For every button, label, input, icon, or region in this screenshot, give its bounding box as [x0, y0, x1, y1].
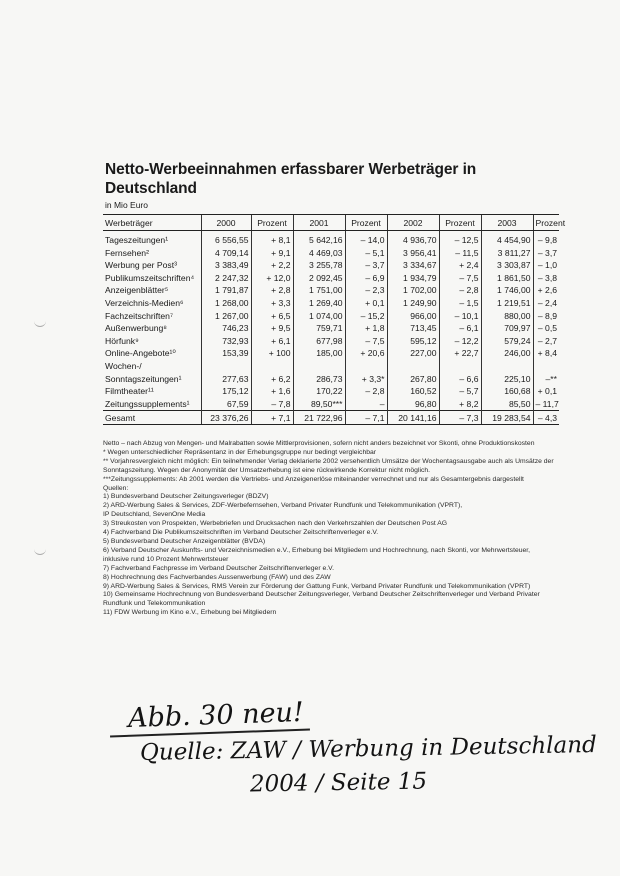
table-cell: 20 141,16: [387, 411, 439, 425]
table-cell: 225,10: [481, 373, 533, 386]
table-cell: 185,00: [293, 347, 345, 360]
margin-mark: [34, 320, 46, 327]
footnote-line: 1) Bundesverband Deutscher Zeitungsverleger (BDZV): [103, 493, 269, 501]
page-title: Netto-Werbeeinnahmen erfassbarer Werbeträger in Deutschland: [105, 161, 477, 197]
table-cell: Fernsehen²: [105, 247, 149, 258]
footnote-line: 5) Bundesverband Deutscher Anzeigenblätter (BVDA): [103, 537, 266, 545]
table-cell: –: [345, 398, 387, 411]
table-cell: + 2,8: [251, 284, 293, 297]
footnote-line: 7) Fachverband Fachpresse im Verband Deutscher Zeitschriftenverleger e.V.: [103, 564, 334, 572]
table-cell: Wochen-/: [105, 360, 142, 371]
table-cell: + 3,3: [251, 297, 293, 310]
table-cell: – 11,7: [533, 398, 559, 411]
table-cell: [439, 360, 481, 373]
column-header: 2001: [293, 215, 345, 231]
table-cell: – 10,1: [439, 310, 481, 323]
table-cell: + 7,1: [251, 411, 293, 425]
footnote-line: IP Deutschland, SevenOne Media: [103, 511, 206, 519]
table-cell: 746,23: [201, 322, 251, 335]
table-row: [103, 231, 559, 247]
unit-label: in Mio Euro: [105, 200, 148, 210]
column-header: Prozent: [533, 215, 559, 231]
table-cell: + 0,1: [533, 385, 559, 398]
table-cell: –**: [533, 373, 559, 386]
table-cell: 277,63: [201, 373, 251, 386]
table-cell: – 2,8: [345, 385, 387, 398]
table-cell: Tageszeitungen¹: [105, 235, 169, 245]
table-cell: – 1,5: [439, 297, 481, 310]
table-cell: Gesamt: [103, 411, 201, 425]
table-cell: + 22,7: [439, 347, 481, 360]
table-cell: 4 454,90: [481, 231, 533, 247]
table-cell: – 12,2: [439, 335, 481, 348]
table-row: [103, 322, 559, 335]
table-cell: 5 642,16: [293, 231, 345, 247]
table-cell: + 2,6: [533, 284, 559, 297]
footnote-line: 9) ARD-Werbung Sales & Services, RMS Verein zur Förderung der Gattung Funk, Verband Privater Rundfunk und Telekommunikation (VPRT): [103, 582, 531, 590]
table-cell: + 3,3*: [345, 373, 387, 386]
footnotes: [103, 440, 555, 618]
table-cell: – 8,9: [533, 310, 559, 323]
table-cell: Publikumszeitschriften⁴: [105, 272, 195, 283]
table-cell: 2 092,45: [293, 272, 345, 285]
table-row: [103, 272, 559, 285]
table-cell: – 4,3: [533, 411, 559, 425]
table-cell: 880,00: [481, 310, 533, 323]
table-cell: – 6,9: [345, 272, 387, 285]
footnote-line: Netto – nach Abzug von Mengen- und Malrabatten sowie Mittlerprovisionen, sofern nicht anders bezeichnet vor Skonti, ohne Produktionskosten: [103, 440, 535, 447]
table-cell: + 6,1: [251, 335, 293, 348]
table-cell: – 7,5: [439, 272, 481, 285]
table-cell: [481, 360, 533, 373]
table-cell: 3 383,49: [201, 259, 251, 272]
table-cell: 3 303,87: [481, 259, 533, 272]
table-cell: – 2,8: [439, 284, 481, 297]
table-cell: 1 268,00: [201, 297, 251, 310]
table-cell: Verzeichnis-Medien⁶: [105, 297, 184, 308]
table-cell: 1 934,79: [387, 272, 439, 285]
table-cell: 1 702,00: [387, 284, 439, 297]
table-cell: + 2,2: [251, 259, 293, 272]
table-cell: – 3,7: [345, 259, 387, 272]
table-cell: 759,71: [293, 322, 345, 335]
table-cell: 67,59: [201, 398, 251, 411]
table-cell: 19 283,54: [481, 411, 533, 425]
footnote-line: 2) ARD-Werbung Sales & Services, ZDF-Werbefernsehen, Verband Privater Rundfunk und Telekommunikation (VPRT),: [103, 502, 463, 510]
table-cell: 267,80: [387, 373, 439, 386]
table-cell: 4 469,03: [293, 247, 345, 260]
table-cell: – 9,8: [533, 231, 559, 247]
table-cell: + 2,4: [439, 259, 481, 272]
column-header: Prozent: [345, 215, 387, 231]
table-cell: Filmtheater¹¹: [105, 386, 154, 397]
margin-mark: [34, 548, 46, 555]
footnote-line: 6) Verband Deutscher Auskunfts- und Verzeichnismedien e.V., Erhebung bei Mitgliedern und Hochrechnung, nach Skonti, vor Mehrwertsteuer, inklusive rund 10 Prozent Mehrwertsteuer: [103, 546, 532, 563]
table-cell: 6 556,55: [201, 231, 251, 247]
table-row: [103, 385, 559, 398]
table-cell: – 2,4: [533, 297, 559, 310]
table-cell: + 8,1: [251, 231, 293, 247]
table-cell: – 11,5: [439, 247, 481, 260]
column-header: 2002: [387, 215, 439, 231]
table-row: [103, 297, 559, 310]
table-cell: 1 074,00: [293, 310, 345, 323]
table-cell: + 0,1: [345, 297, 387, 310]
footnote-line: * Wegen unterschiedlicher Repräsentanz in der Erhebungsgruppe nur bedingt vergleichbar: [103, 448, 377, 456]
table-cell: – 5,7: [439, 385, 481, 398]
table-row: [103, 373, 559, 386]
table-cell: 1 746,00: [481, 284, 533, 297]
table-cell: 579,24: [481, 335, 533, 348]
footnote-line: 8) Hochrechnung des Fachverbandes Aussenwerbung (FAW) und des ZAW: [103, 573, 331, 581]
table-cell: 1 751,00: [293, 284, 345, 297]
table-cell: 21 722,96: [293, 411, 345, 425]
table-cell: – 7,3: [439, 411, 481, 425]
table-row: [103, 347, 559, 360]
table-cell: – 14,0: [345, 231, 387, 247]
table-cell: 170,22: [293, 385, 345, 398]
table-cell: Sonntagszeitungen¹: [105, 373, 182, 384]
table-cell: 160,68: [481, 385, 533, 398]
table-cell: 85,50: [481, 398, 533, 411]
table-cell: [387, 360, 439, 373]
table-cell: + 20,6: [345, 347, 387, 360]
table-cell: – 1,0: [533, 259, 559, 272]
column-header: 2000: [201, 215, 251, 231]
footnote-line: 11) FDW Werbung im Kino e.V., Erhebung bei Mitgliedern: [103, 609, 277, 617]
table-header-row: [103, 215, 559, 231]
table-row: [103, 310, 559, 323]
handwritten-page-ref: 2004 / Seite 15: [249, 768, 428, 798]
table-row: [103, 247, 559, 260]
table-cell: + 12,0: [251, 272, 293, 285]
table-cell: + 6,2: [251, 373, 293, 386]
table-cell: Anzeigenblätter⁵: [105, 285, 169, 296]
table-cell: + 8,2: [439, 398, 481, 411]
table-total-row: [103, 411, 559, 425]
table-cell: + 1,8: [345, 322, 387, 335]
table-cell: Hörfunk⁹: [105, 335, 139, 346]
table-cell: 595,12: [387, 335, 439, 348]
table-cell: Außenwerbung⁸: [105, 323, 167, 334]
table-cell: Werbung per Post³: [105, 260, 177, 271]
table-cell: 89,50***: [293, 398, 345, 411]
table-cell: 966,00: [387, 310, 439, 323]
table-cell: – 5,1: [345, 247, 387, 260]
table-cell: 286,73: [293, 373, 345, 386]
column-header: Werbeträger: [103, 215, 201, 231]
table-cell: + 6,5: [251, 310, 293, 323]
footnote-line: ** Vorjahresvergleich nicht möglich: Ein teilnehmender Verlag deklarierte 2002 versehentlich Umsätze der Wochentagsausgabe auch als Umsätze der Sonntagszeitung. Wegen der Anonymität der Umsatzerhebung ist eine rückwirkende Korrektur nicht möglich.: [103, 457, 556, 474]
footnote-line: 4) Fachverband Die Publikumszeitschriften im Verband Deutscher Zeitschriftenverleger e.V.: [103, 529, 379, 537]
table-cell: – 6,6: [439, 373, 481, 386]
table-cell: 160,52: [387, 385, 439, 398]
table-cell: – 2,3: [345, 284, 387, 297]
table-cell: 4 936,70: [387, 231, 439, 247]
table-row: [103, 284, 559, 297]
table-cell: 3 811,27: [481, 247, 533, 260]
table-row: [103, 398, 559, 411]
table-cell: Fachzeitschriften⁷: [105, 310, 174, 321]
table-cell: 677,98: [293, 335, 345, 348]
table-cell: 153,39: [201, 347, 251, 360]
table-cell: 246,00: [481, 347, 533, 360]
data-table-container: [103, 214, 566, 425]
column-header: 2003: [481, 215, 533, 231]
handwritten-source: Quelle: ZAW / Werbung in Deutschland: [139, 732, 597, 766]
table-cell: Online-Angebote¹⁰: [105, 348, 176, 359]
column-header: Prozent: [439, 215, 481, 231]
table-cell: + 9,1: [251, 247, 293, 260]
table-row: [103, 335, 559, 348]
table-cell: [251, 360, 293, 373]
table-cell: + 9,5: [251, 322, 293, 335]
table-cell: + 8,4: [533, 347, 559, 360]
table-cell: – 0,5: [533, 322, 559, 335]
table-cell: 2 247,32: [201, 272, 251, 285]
table-cell: [201, 360, 251, 373]
table-cell: 709,97: [481, 322, 533, 335]
table-cell: 732,93: [201, 335, 251, 348]
table-cell: – 15,2: [345, 310, 387, 323]
table-cell: – 3,7: [533, 247, 559, 260]
table-cell: – 7,1: [345, 411, 387, 425]
table-cell: 1 861,50: [481, 272, 533, 285]
table-cell: 1 791,87: [201, 284, 251, 297]
table-cell: – 7,5: [345, 335, 387, 348]
table-cell: – 7,8: [251, 398, 293, 411]
data-table: [103, 214, 566, 425]
table-cell: Zeitungssupplements¹: [105, 398, 190, 409]
table-body: [103, 231, 559, 411]
table-cell: – 12,5: [439, 231, 481, 247]
table-row: [103, 360, 559, 373]
table-cell: 96,80: [387, 398, 439, 411]
footnote-line: 3) Streukosten von Prospekten, Werbebriefen und Drucksachen nach den Verkehrszahlen der Deutschen Post AG: [103, 520, 448, 528]
column-header: Prozent: [251, 215, 293, 231]
table-cell: – 6,1: [439, 322, 481, 335]
table-cell: – 3,8: [533, 272, 559, 285]
table-cell: 3 255,78: [293, 259, 345, 272]
table-cell: 1 267,00: [201, 310, 251, 323]
table-cell: [293, 360, 345, 373]
table-cell: 227,00: [387, 347, 439, 360]
table-cell: 1 219,51: [481, 297, 533, 310]
table-cell: + 100: [251, 347, 293, 360]
table-cell: 713,45: [387, 322, 439, 335]
table-cell: [533, 360, 559, 373]
table-cell: 3 334,67: [387, 259, 439, 272]
table-cell: [345, 360, 387, 373]
table-cell: 175,12: [201, 385, 251, 398]
table-cell: + 1,6: [251, 385, 293, 398]
table-cell: 1 249,90: [387, 297, 439, 310]
handwritten-note: Abb. 30 neu!: [127, 696, 305, 735]
footnote-line: 10) Gemeinsame Hochrechnung von Bundesverband Deutscher Zeitungsverleger, Verband Deutscher Zeitschriftenverleger und Verband Privater Rundfunk und Telekommunikation: [103, 591, 542, 608]
table-row: [103, 259, 559, 272]
table-cell: – 2,7: [533, 335, 559, 348]
table-cell: 3 956,41: [387, 247, 439, 260]
table-cell: 4 709,14: [201, 247, 251, 260]
footnote-line: Quellen:: [103, 484, 129, 492]
table-cell: 1 269,40: [293, 297, 345, 310]
footnote-line: ***Zeitungssupplements: Ab 2001 werden die Vertriebs- und Anzeigenerlöse miteinander verrechnet und nur als Gesamtergebnis dargestellt: [103, 475, 524, 483]
table-cell: 23 376,26: [201, 411, 251, 425]
